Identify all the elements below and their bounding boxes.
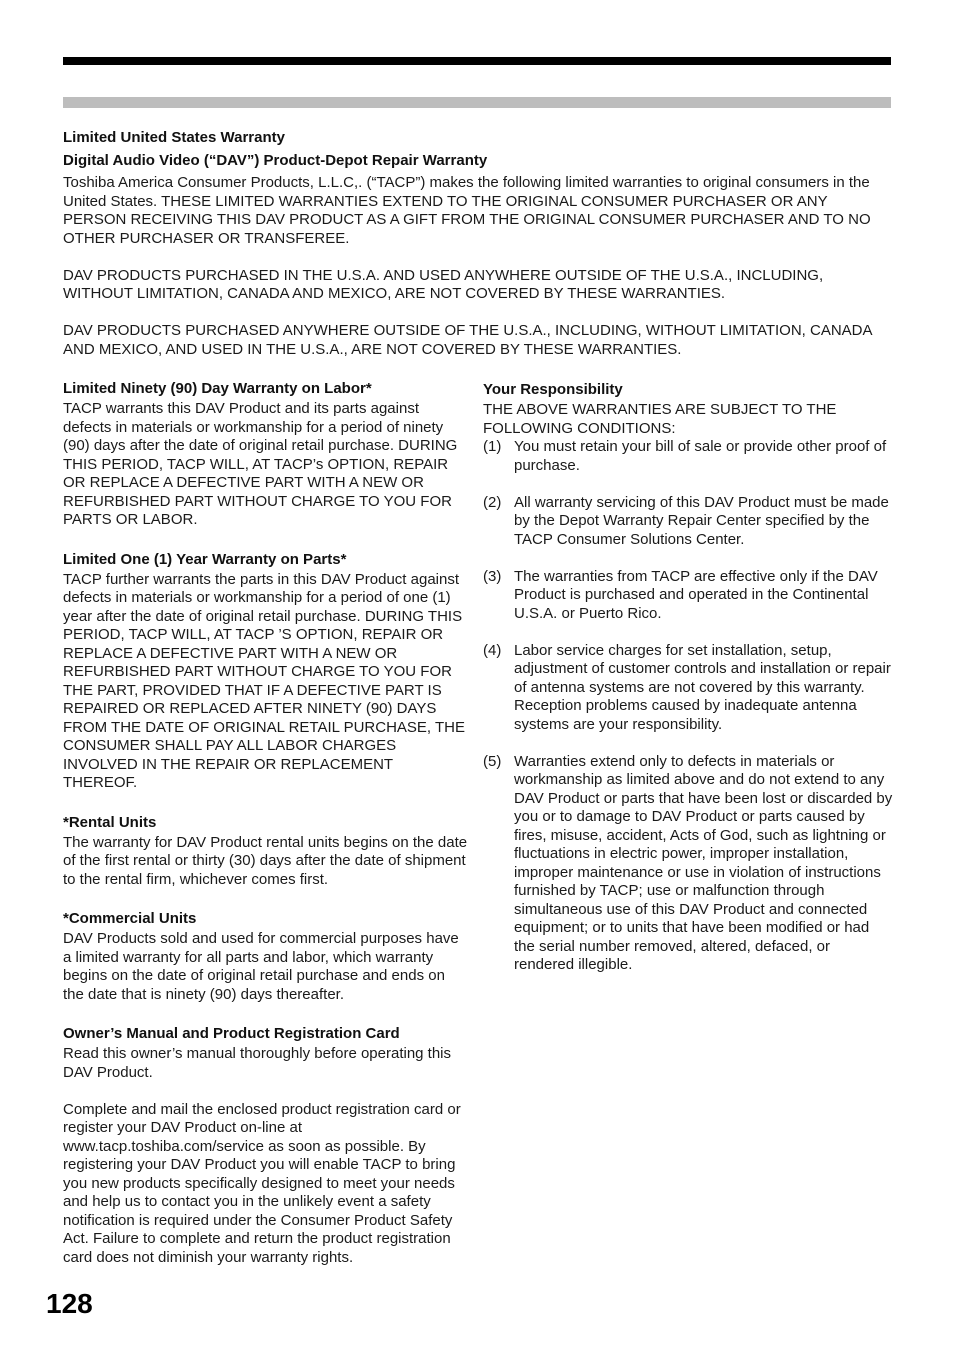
condition-number: (5) xyxy=(483,752,502,770)
labor-warranty-section xyxy=(63,378,468,530)
parts-warranty-heading: Limited One (1) Year Warranty on Parts* xyxy=(63,550,347,568)
parts-warranty-text: TACP further warrants the parts in this DAV Product against defects in materials or workmanship for a period of one (1) year after the date of original retail purchase. DURING THIS PERIOD, TACP WILL, AT TACP ’S OPTION, REPAIR OR REPLACE A DEFECTIVE PART WITH A NEW OR REFURBISHED PART WITHOUT CHARGE TO YOU FOR THE PART, PROVIDED THAT IF A DEFECTIVE PART IS REPAIRED OR REPLACED AFTER NINETY (90) DAYS FROM THE DATE OF ORIGINAL RETAIL PURCHASE, THE CONSUMER SHALL PAY ALL LABOR CHARGES INVOLVED IN THE REPAIR OR REPLACEMENT THEREOF. xyxy=(63,570,465,791)
condition-item xyxy=(483,753,893,975)
rental-units-heading: *Rental Units xyxy=(63,813,157,831)
intro-paragraph-3: DAV PRODUCTS PURCHASED ANYWHERE OUTSIDE OF THE U.S.A., INCLUDING, WITHOUT LIMITATION, CANADA AND MEXICO, AND USED IN THE U.S.A., ARE NOT COVERED BY THESE WARRANTIES. xyxy=(63,322,872,358)
responsibility-intro: THE ABOVE WARRANTIES ARE SUBJECT TO THE FOLLOWING CONDITIONS: xyxy=(483,401,837,437)
registration-section xyxy=(63,1023,468,1267)
labor-warranty-text: TACP warrants this DAV Product and its parts against defects in materials or workmanship for a period of ninety (90) days after the date of original retail purchase. DURING THIS PERIOD, TACP WILL, AT TACP’s OPTION, REPAIR OR REPLACE A DEFECTIVE PART WITH A NEW OR REFURBISHED PART WITHOUT CHARGE TO YOU FOR PARTS OR LABOR. xyxy=(63,400,458,528)
right-column xyxy=(483,379,893,975)
condition-number: (1) xyxy=(483,438,502,455)
page-number: 128 xyxy=(46,1288,93,1319)
registration-heading: Owner’s Manual and Product Registration Card xyxy=(63,1025,400,1042)
condition-text: The warranties from TACP are effective only if the DAV Product is purchased and operated in the Continental U.S.A. or Puerto Rico. xyxy=(514,567,878,622)
condition-text: Warranties extend only to defects in materials or workmanship as limited above and do not extend to any DAV Product or parts that have been lost or discarded by you or to damage to DAV Product or parts caused by fires, misuse, accident, Acts of God, such as lightning or fluctuations in electric power, improper installation, improper maintenance or use in violation of instructions furnished by TACP; use or malfunction through simultaneous use of this DAV Product and connected equipment; or to units that have been modified or had the serial number removed, altered, defaced, or rendered illegible. xyxy=(514,752,893,973)
commercial-units-section xyxy=(63,908,468,1004)
commercial-units-heading: *Commercial Units xyxy=(63,910,197,927)
left-column xyxy=(63,378,468,1267)
condition-item xyxy=(483,642,893,735)
condition-item xyxy=(483,438,893,475)
intro-paragraph-2: DAV PRODUCTS PURCHASED IN THE U.S.A. AND USED ANYWHERE OUTSIDE OF THE U.S.A., INCLUDING, WITHOUT LIMITATION, CANADA AND MEXICO, ARE NOT COVERED BY THESE WARRANTIES. xyxy=(63,266,824,302)
condition-text: All warranty servicing of this DAV Product must be made by the Depot Warranty Repair Center specified by the TACP Consumer Solutions Center. xyxy=(514,493,889,548)
condition-text: Labor service charges for set installation, setup, adjustment of customer controls and installation or repair of antenna systems are not covered by this warranty. Reception problems caused by inadequate antenna systems are your responsibility. xyxy=(514,641,891,733)
rental-units-text: The warranty for DAV Product rental units begins on the date of the first rental or thirty (30) days after the date of shipment to the rental firm, whichever comes first. xyxy=(63,833,468,888)
conditions-list xyxy=(483,438,893,975)
parts-warranty-section xyxy=(63,549,468,793)
condition-item xyxy=(483,568,893,624)
condition-text: You must retain your bill of sale or provide other proof of purchase. xyxy=(514,438,887,474)
rental-units-section xyxy=(63,812,468,890)
warranty-subtitle: Digital Audio Video (“DAV”) Product-Depot Repair Warranty xyxy=(63,152,488,169)
condition-number: (3) xyxy=(483,567,502,585)
labor-warranty-heading: Limited Ninety (90) Day Warranty on Labor* xyxy=(63,380,372,397)
section-header-bar xyxy=(63,97,891,108)
intro-paragraph-1: Toshiba America Consumer Products, L.L.C,. (“TACP”) makes the following limited warranties to original consumers in the United States. THESE LIMITED WARRANTIES EXTEND TO THE ORIGINAL CONSUMER PURCHASER OR ANY PERSON RECEIVING THIS DAV PRODUCT AS A GIFT FROM THE ORIGINAL CONSUMER PURCHASER AND TO NO OTHER PURCHASER OR TRANSFEREE. xyxy=(63,174,871,247)
warranty-title: Limited United States Warranty xyxy=(63,129,285,146)
responsibility-heading: Your Responsibility xyxy=(483,381,623,398)
condition-number: (4) xyxy=(483,641,502,659)
condition-item xyxy=(483,494,893,550)
condition-number: (2) xyxy=(483,493,502,511)
commercial-units-text: DAV Products sold and used for commercial purposes have a limited warranty for all parts and labor, which warranty begins on the date of original retail purchase and ends on the date that is ninety (90) days thereafter. xyxy=(63,930,459,1003)
top-rule xyxy=(63,57,891,65)
registration-text-1: Read this owner’s manual thoroughly before operating this DAV Product. xyxy=(63,1045,452,1081)
registration-text-2: Complete and mail the enclosed product registration card or register your DAV Product on-line at www.tacp.toshiba.com/service as soon as possible. By registering your DAV Product you will enable TACP to bring you new products specifically designed to meet your needs and help us to contact you in the unlikely event a safety notification is required under the Consumer Product Safety Act. Failure to complete and return the product registration card does not diminish your warranty rights. xyxy=(63,1100,461,1266)
warranty-intro xyxy=(63,126,891,359)
